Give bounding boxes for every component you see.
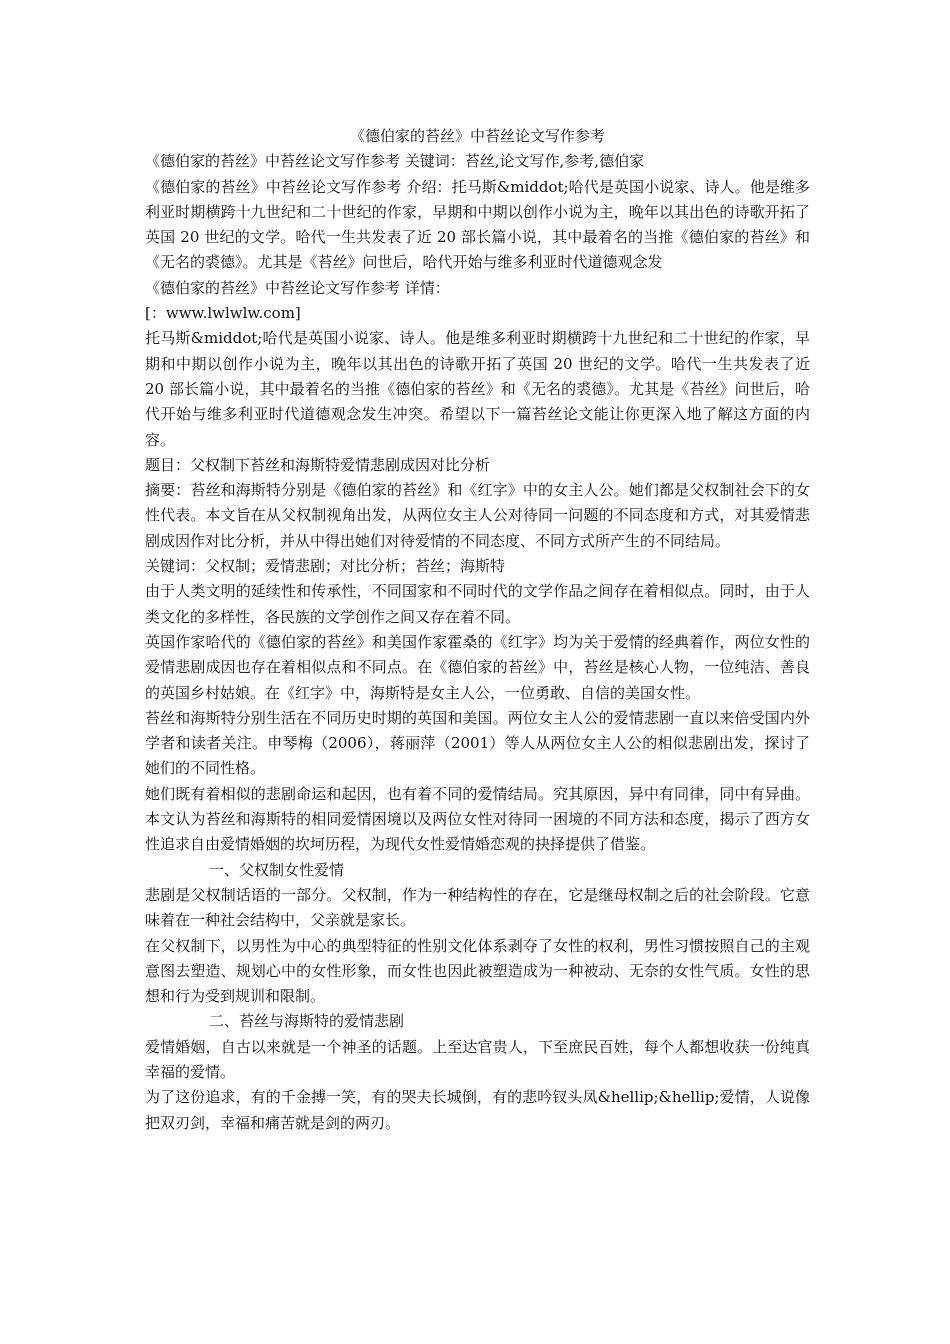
body-paragraph: 托马斯&middot;哈代是英国小说家、诗人。他是维多利亚时期横跨十九世纪和二十世纪的作家，早期和中期以创作小说为主，晚年以其出色的诗歌开拓了英国 20 世纪的文学。哈代一生共发表了近 20 部长篇小说，其中最着名的当推《德伯家的苔丝》和《无名的裘德》。尤其是《苔丝》问世后，哈代开始与维多利亚时代道德观念发生冲突。希望以下一篇苔丝论文能让你更深入地了解这方面的内容。 (145, 329, 810, 449)
body-paragraph: 在父权制下，以男性为中心的典型特征的性别文化体系剥夺了女性的权利，男性习惯按照自己的主观意图去塑造、规划心中的女性形象，而女性也因此被塑造成为一种被动、无奈的女性气质。女性的思想和行为受到规训和限制。 (145, 936, 810, 1006)
intro-paragraph: 《德伯家的苔丝》中苔丝论文写作参考 介绍：托马斯&middot;哈代是英国小说家、诗人。他是维多利亚时期横跨十九世纪和二十世纪的作家，早期和中期以创作小说为主，晚年以其出色的诗歌开拓了英国 20 世纪的文学。哈代一生共发表了近 20 部长篇小说，其中最着名的当推《德伯家的苔丝》和《无名的裘德》。尤其是《苔丝》问世后，哈代开始与维多利亚时代道德观念发 (145, 177, 810, 272)
document-title: 《德伯家的苔丝》中苔丝论文写作参考 (349, 127, 605, 145)
paper-keywords-line: 关键词：父权制；爱情悲剧；对比分析；苔丝；海斯特 (145, 557, 506, 576)
body-paragraph: 爱情婚姻，自古以来就是一个神圣的话题。上至达官贵人，下至庶民百姓，每个人都想收获一份纯真幸福的爱情。 (145, 1037, 810, 1081)
body-paragraph: 她们既有着相似的悲剧命运和起因，也有着不同的爱情结局。究其原因，异中有同律，同中有异曲。本文认为苔丝和海斯特的相同爱情困境以及两位女性对待同一困境的不同方法和态度，揭示了西方女性追求自由爱情婚姻的坎坷历程，为现代女性爱情婚恋观的抉择提供了借鉴。 (145, 784, 810, 854)
body-paragraph: 英国作家哈代的《德伯家的苔丝》和美国作家霍桑的《红字》均为关于爱情的经典着作，两位女性的爱情悲剧成因也存在着相似点和不同点。在《德伯家的苔丝》中，苔丝是核心人物，一位纯洁、善良的英国乡村姑娘。在《红字》中，海斯特是女主人公，一位勇敢、自信的美国女性。 (145, 632, 810, 702)
source-link[interactable]: [：www.lwlwlw.com] (145, 304, 301, 323)
section-heading-2: 二、苔丝与海斯特的爱情悲剧 (209, 1012, 405, 1031)
paper-title-line: 题目：父权制下苔丝和海斯特爱情悲剧成因对比分析 (145, 455, 491, 474)
keywords-line: 《德伯家的苔丝》中苔丝论文写作参考 关键词：苔丝,论文写作,参考,德伯家 (145, 152, 645, 171)
section-heading-1: 一、父权制女性爱情 (209, 860, 345, 879)
body-paragraph: 悲剧是父权制话语的一部分。父权制，作为一种结构性的存在，它是继母权制之后的社会阶段。它意味着在一种社会结构中，父亲就是家长。 (145, 885, 810, 930)
body-paragraph: 由于人类文明的延续性和传承性，不同国家和不同时代的文学作品之间存在着相似点。同时，由于人类文化的多样性，各民族的文学创作之间又存在着不同。 (145, 582, 810, 626)
document-page (145, 124, 810, 1136)
body-paragraph: 苔丝和海斯特分别生活在不同历史时期的英国和美国。两位女主人公的爱情悲剧一直以来倍受国内外学者和读者关注。申琴梅（2006），蒋丽萍（2001）等人从两位女主人公的相似悲剧出发，探讨了她们的不同性格。 (145, 708, 810, 778)
abstract-paragraph: 摘要：苔丝和海斯特分别是《德伯家的苔丝》和《红字》中的女主人公。她们都是父权制社会下的女性代表。本文旨在从父权制视角出发，从两位女主人公对待同一问题的不同态度和方式，对其爱情悲剧成因作对比分析，并从中得出她们对待爱情的不同态度、不同方式所产生的不同结局。 (145, 481, 810, 550)
body-paragraph: 为了这份追求，有的千金搏一笑，有的哭夫长城倒，有的悲吟钗头凤&hellip;&hellip;爱情，人说像把双刃剑，幸福和痛苦就是剑的两刃。 (145, 1088, 810, 1132)
details-label: 《德伯家的苔丝》中苔丝论文写作参考 详情： (145, 278, 450, 297)
